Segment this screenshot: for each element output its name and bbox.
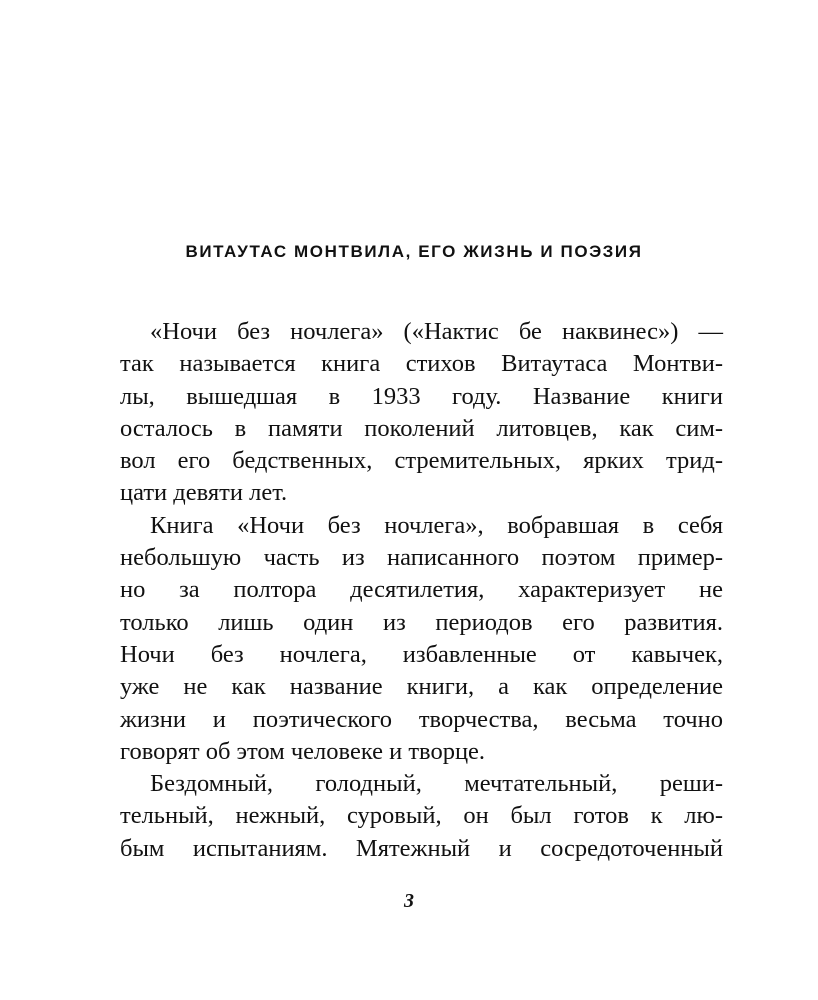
text-line: осталось в памяти поколений литовцев, как сим- <box>120 414 723 442</box>
page-number: 3 <box>404 890 414 912</box>
text-line: говорят об этом человеке и творце. <box>120 737 486 765</box>
body-text <box>120 316 723 865</box>
text-line: вол его бедственных, стремительных, ярких трид- <box>120 447 723 475</box>
text-line: жизни и поэтического творчества, весьма точно <box>120 705 723 733</box>
text-line: Бездомный, голодный, мечтательный, реши- <box>150 770 723 798</box>
text-line: уже не как название книги, а как определение <box>120 673 723 701</box>
text-line: тельный, нежный, суровый, он был готов к лю- <box>120 802 723 830</box>
text-line: небольшую часть из написанного поэтом пример- <box>120 544 723 572</box>
text-line: Книга «Ночи без ночлега», вобравшая в себя <box>150 511 723 539</box>
text-line: так называется книга стихов Витаутаса Монтви- <box>120 350 723 378</box>
chapter-heading: ВИТАУТАС МОНТВИЛА, ЕГО ЖИЗНЬ И ПОЭЗИЯ <box>185 242 643 261</box>
text-line: только лишь один из периодов его развития. <box>120 608 723 636</box>
text-line: Ночи без ночлега, избавленные от кавычек, <box>120 640 723 668</box>
text-line: бым испытаниям. Мятежный и сосредоточенный <box>120 834 723 862</box>
text-line: лы, вышедшая в 1933 году. Название книги <box>120 382 723 410</box>
text-line: «Ночи без ночлега» («Нактис бе наквинес») — <box>150 318 723 345</box>
text-line: цати девяти лет. <box>120 479 288 507</box>
text-line: но за полтора десятилетия, характеризует не <box>120 576 723 604</box>
